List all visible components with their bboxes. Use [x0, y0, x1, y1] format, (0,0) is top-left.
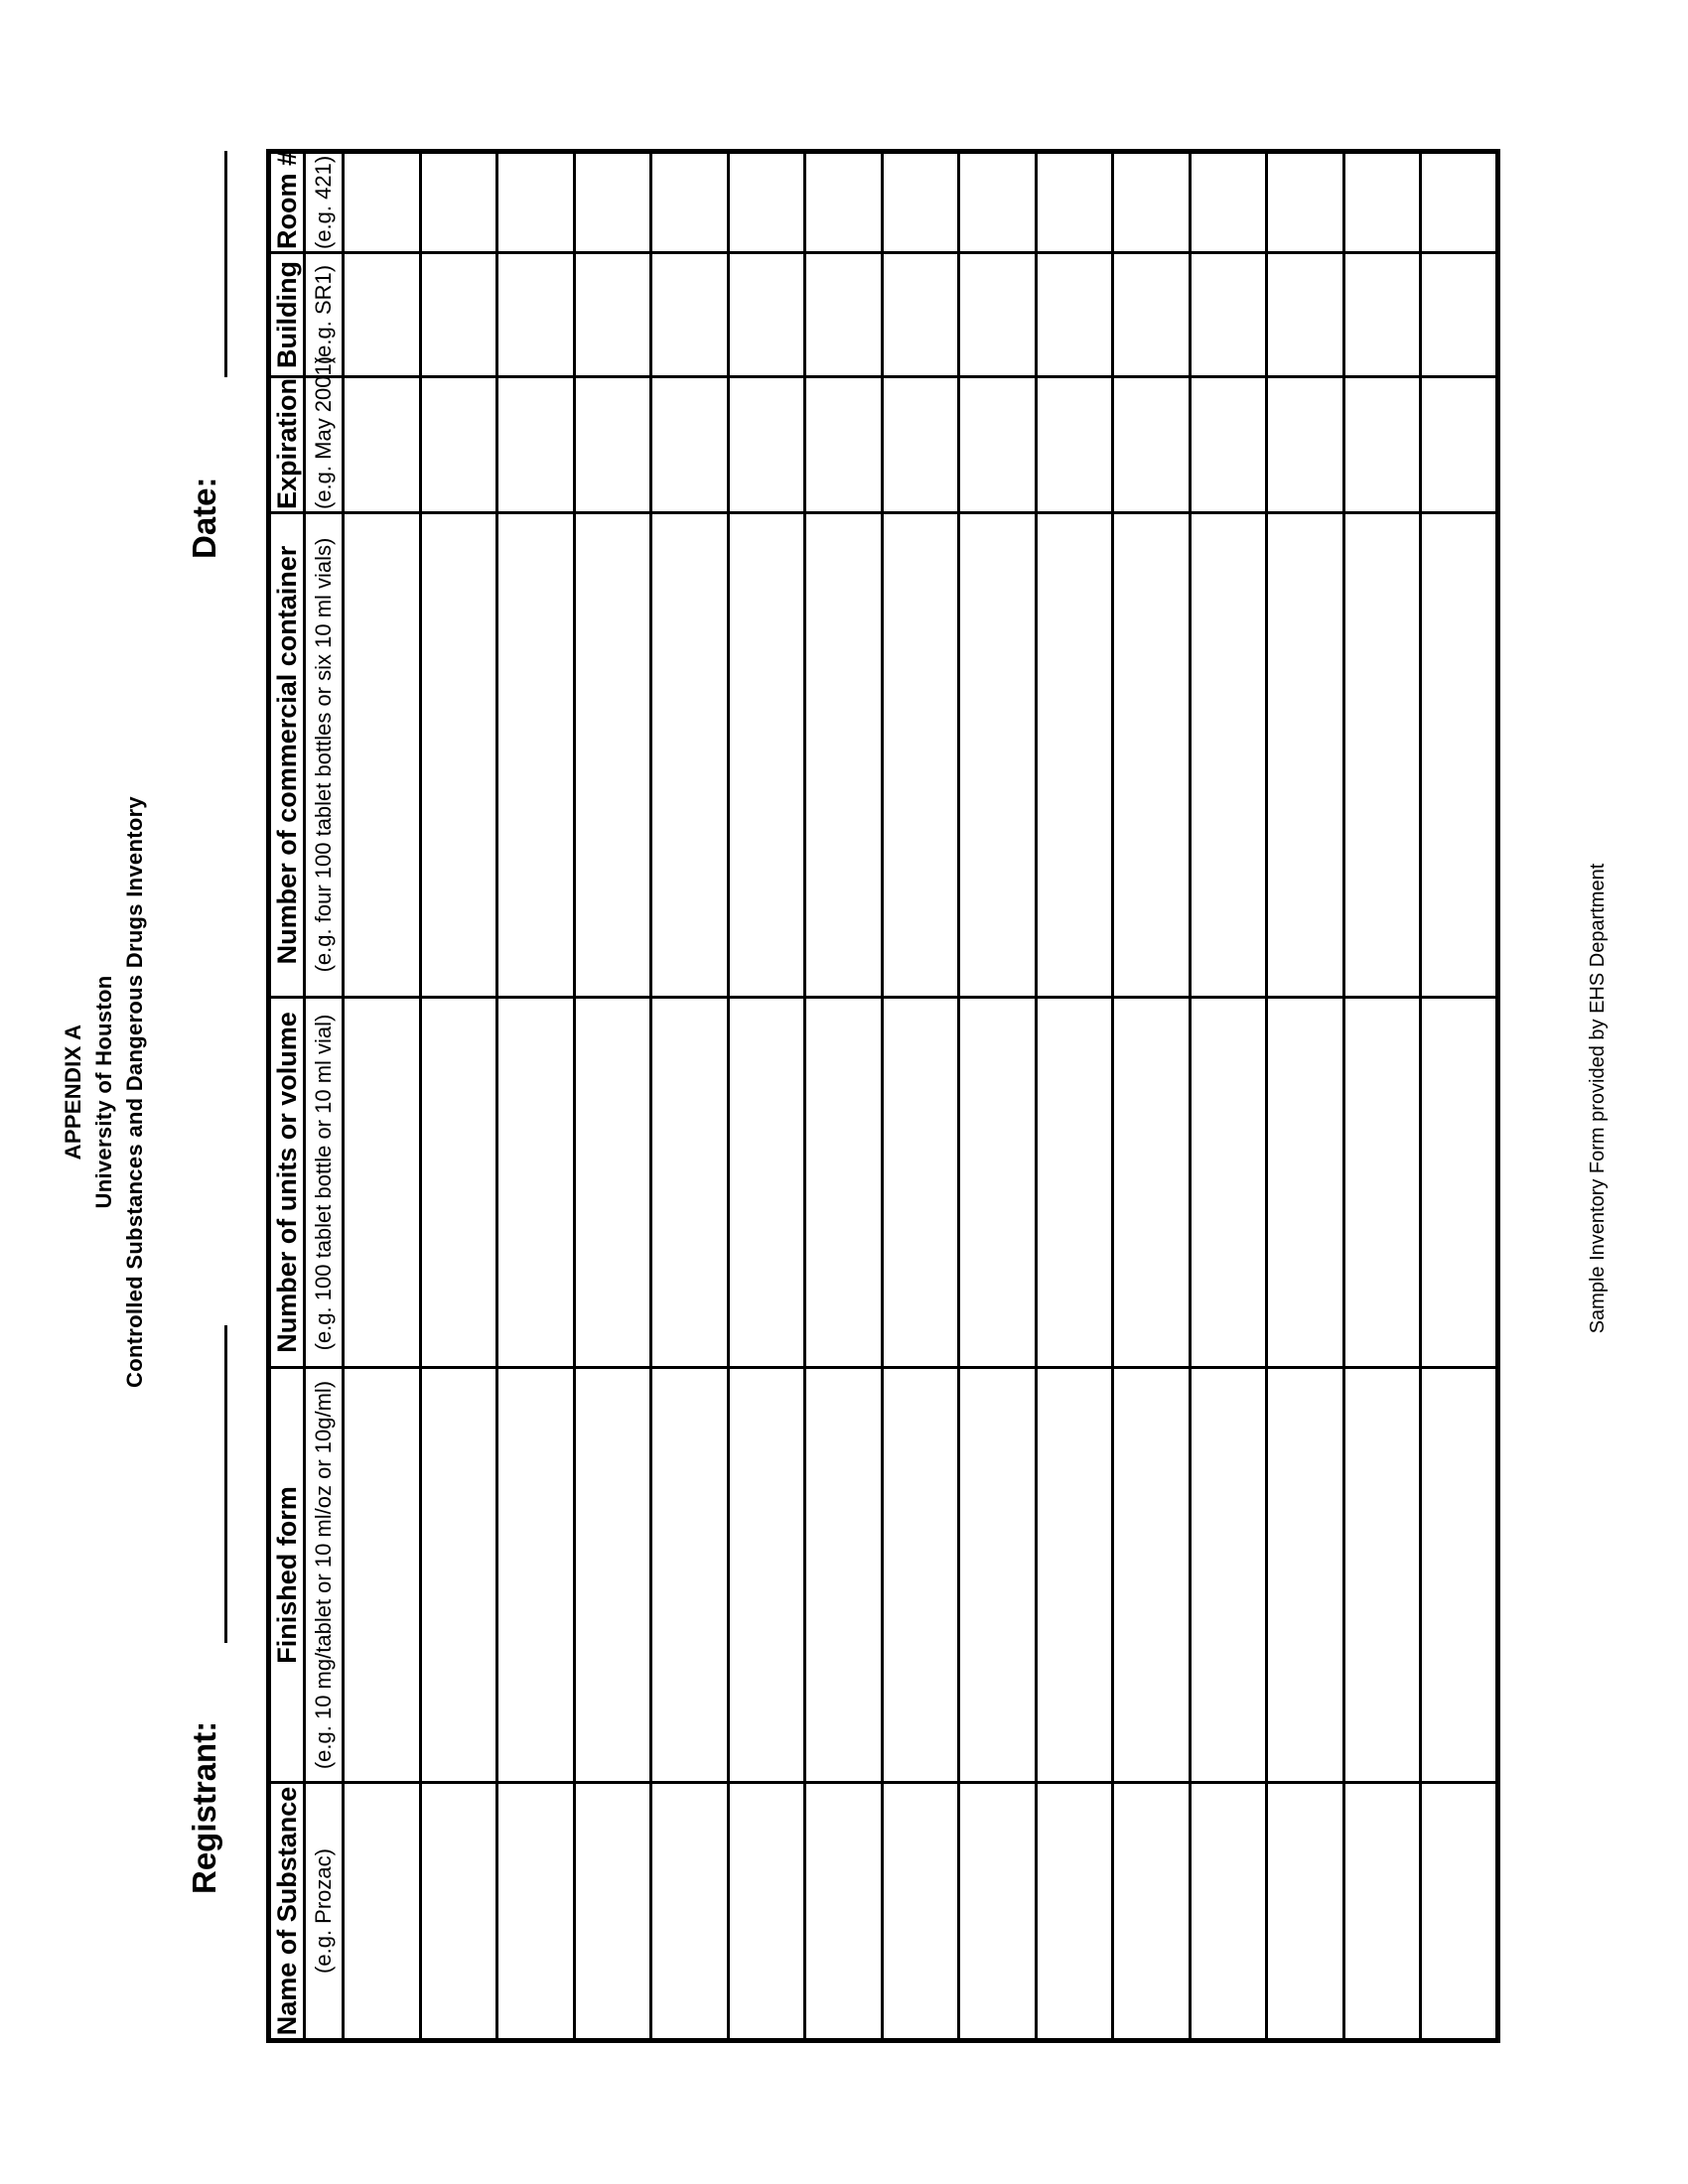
empty-cell — [1343, 998, 1421, 1368]
header-row — [269, 152, 305, 2041]
registrant-label: Registrant: — [186, 1720, 222, 1894]
empty-cell — [420, 377, 497, 513]
example-cell-expiration: (e.g. May 2001) — [305, 377, 344, 513]
empty-cell — [574, 377, 651, 513]
empty-cell — [651, 1783, 729, 2041]
empty-cell — [1113, 253, 1191, 377]
empty-cell — [574, 998, 651, 1368]
empty-cell — [344, 377, 421, 513]
empty-cell — [1113, 377, 1191, 513]
empty-cell — [344, 1783, 421, 2041]
empty-cell — [651, 1368, 729, 1783]
empty-cell — [1036, 1783, 1113, 2041]
registrant-blank-line — [224, 1325, 227, 1643]
empty-cell — [420, 998, 497, 1368]
empty-cell — [959, 1368, 1037, 1783]
empty-cell — [651, 377, 729, 513]
empty-cell — [1190, 152, 1267, 253]
empty-cell — [1267, 1368, 1344, 1783]
empty-cell — [420, 1783, 497, 2041]
empty-inventory-row — [805, 152, 883, 2041]
empty-cell — [1113, 1368, 1191, 1783]
empty-cell — [1190, 253, 1267, 377]
empty-cell — [1343, 513, 1421, 998]
date-blank-line — [224, 151, 227, 377]
empty-cell — [959, 253, 1037, 377]
empty-cell — [497, 253, 575, 377]
empty-cell — [805, 513, 883, 998]
empty-cell — [1036, 152, 1113, 253]
empty-cell — [1267, 253, 1344, 377]
empty-cell — [497, 377, 575, 513]
empty-cell — [805, 253, 883, 377]
empty-inventory-row — [574, 152, 651, 2041]
empty-inventory-row — [728, 152, 805, 2041]
empty-inventory-row — [959, 152, 1037, 2041]
empty-cell — [420, 253, 497, 377]
empty-cell — [497, 1783, 575, 2041]
empty-cell — [1343, 152, 1421, 253]
empty-cell — [1343, 1783, 1421, 2041]
empty-inventory-row — [497, 152, 575, 2041]
empty-cell — [882, 513, 959, 998]
column-header-room-number: Room # — [269, 152, 305, 253]
empty-cell — [882, 1368, 959, 1783]
empty-cell — [420, 513, 497, 998]
empty-cell — [1421, 1783, 1498, 2041]
empty-cell — [420, 152, 497, 253]
empty-cell — [1267, 377, 1344, 513]
empty-inventory-row — [1190, 152, 1267, 2041]
empty-cell — [574, 253, 651, 377]
empty-cell — [1190, 998, 1267, 1368]
empty-cell — [1421, 998, 1498, 1368]
empty-cell — [420, 1368, 497, 1783]
empty-cell — [1421, 253, 1498, 377]
example-cell-finished-form: (e.g. 10 mg/tablet or 10 ml/oz or 10g/ml) — [305, 1368, 344, 1783]
empty-cell — [728, 253, 805, 377]
empty-cell — [344, 998, 421, 1368]
empty-inventory-row — [1421, 152, 1498, 2041]
empty-cell — [651, 513, 729, 998]
empty-cell — [882, 152, 959, 253]
empty-cell — [574, 152, 651, 253]
empty-cell — [344, 152, 421, 253]
empty-cell — [574, 513, 651, 998]
empty-inventory-row — [1113, 152, 1191, 2041]
empty-cell — [651, 998, 729, 1368]
column-header-building: Building — [269, 253, 305, 377]
example-cell-room-number: (e.g. 421) — [305, 152, 344, 253]
empty-cell — [1190, 513, 1267, 998]
empty-cell — [344, 1368, 421, 1783]
empty-cell — [651, 253, 729, 377]
empty-cell — [959, 998, 1037, 1368]
empty-cell — [1113, 998, 1191, 1368]
date-label: Date: — [186, 477, 222, 559]
empty-cell — [1421, 152, 1498, 253]
empty-inventory-row — [1343, 152, 1421, 2041]
empty-cell — [805, 1368, 883, 1783]
empty-cell — [574, 1783, 651, 2041]
empty-cell — [1343, 1368, 1421, 1783]
empty-cell — [959, 152, 1037, 253]
empty-cell — [1343, 377, 1421, 513]
empty-inventory-row — [1036, 152, 1113, 2041]
empty-inventory-row — [882, 152, 959, 2041]
empty-cell — [1113, 152, 1191, 253]
empty-cell — [1036, 377, 1113, 513]
empty-cell — [882, 253, 959, 377]
empty-cell — [805, 998, 883, 1368]
empty-cell — [728, 377, 805, 513]
empty-cell — [1113, 1783, 1191, 2041]
empty-cell — [1036, 513, 1113, 998]
column-header-name-of-substance: Name of Substance — [269, 1783, 305, 2041]
example-cell-name-of-substance: (e.g. Prozac) — [305, 1783, 344, 2041]
column-header-units-or-volume: Number of units or volume — [269, 998, 305, 1368]
example-cell-commercial-container: (e.g. four 100 tablet bottles or six 10 ml vials) — [305, 513, 344, 998]
title-appendix: APPENDIX A — [61, 1024, 85, 1160]
column-header-commercial-container: Number of commercial container — [269, 513, 305, 998]
empty-cell — [1036, 998, 1113, 1368]
empty-inventory-row — [344, 152, 421, 2041]
example-cell-units-or-volume: (e.g. 100 tablet bottle or 10 ml vial) — [305, 998, 344, 1368]
empty-cell — [497, 998, 575, 1368]
empty-inventory-row — [420, 152, 497, 2041]
empty-cell — [882, 1783, 959, 2041]
empty-cell — [1421, 377, 1498, 513]
empty-cell — [651, 152, 729, 253]
empty-cell — [497, 1368, 575, 1783]
example-cell-building: (e.g. SR1) — [305, 253, 344, 377]
empty-cell — [1343, 253, 1421, 377]
empty-cell — [497, 152, 575, 253]
empty-cell — [728, 513, 805, 998]
empty-cell — [959, 513, 1037, 998]
footer-note: Sample Inventory Form provided by EHS Department — [1587, 863, 1609, 1334]
empty-cell — [1190, 377, 1267, 513]
empty-cell — [344, 513, 421, 998]
empty-cell — [882, 998, 959, 1368]
empty-cell — [1036, 253, 1113, 377]
empty-cell — [959, 1783, 1037, 2041]
empty-cell — [1267, 998, 1344, 1368]
empty-cell — [728, 152, 805, 253]
column-header-finished-form: Finished form — [269, 1368, 305, 1783]
empty-cell — [1113, 513, 1191, 998]
column-header-expiration: Expiration — [269, 377, 305, 513]
empty-cell — [1267, 513, 1344, 998]
empty-cell — [1190, 1368, 1267, 1783]
empty-cell — [959, 377, 1037, 513]
empty-cell — [728, 1783, 805, 2041]
empty-cell — [805, 377, 883, 513]
empty-cell — [1190, 1783, 1267, 2041]
inventory-table — [266, 149, 1500, 2043]
title-form-name: Controlled Substances and Dangerous Drugs Inventory — [122, 796, 147, 1388]
title-university: University of Houston — [91, 975, 116, 1209]
empty-cell — [728, 1368, 805, 1783]
empty-cell — [344, 253, 421, 377]
empty-cell — [728, 998, 805, 1368]
empty-cell — [1267, 152, 1344, 253]
empty-cell — [574, 1368, 651, 1783]
empty-cell — [1036, 1368, 1113, 1783]
empty-inventory-row — [651, 152, 729, 2041]
empty-cell — [1421, 1368, 1498, 1783]
empty-cell — [497, 513, 575, 998]
empty-cell — [1267, 1783, 1344, 2041]
empty-cell — [805, 152, 883, 253]
empty-cell — [1421, 513, 1498, 998]
empty-inventory-row — [1267, 152, 1344, 2041]
empty-cell — [882, 377, 959, 513]
title-block — [58, 0, 150, 2184]
empty-cell — [805, 1783, 883, 2041]
example-row — [305, 152, 344, 2041]
